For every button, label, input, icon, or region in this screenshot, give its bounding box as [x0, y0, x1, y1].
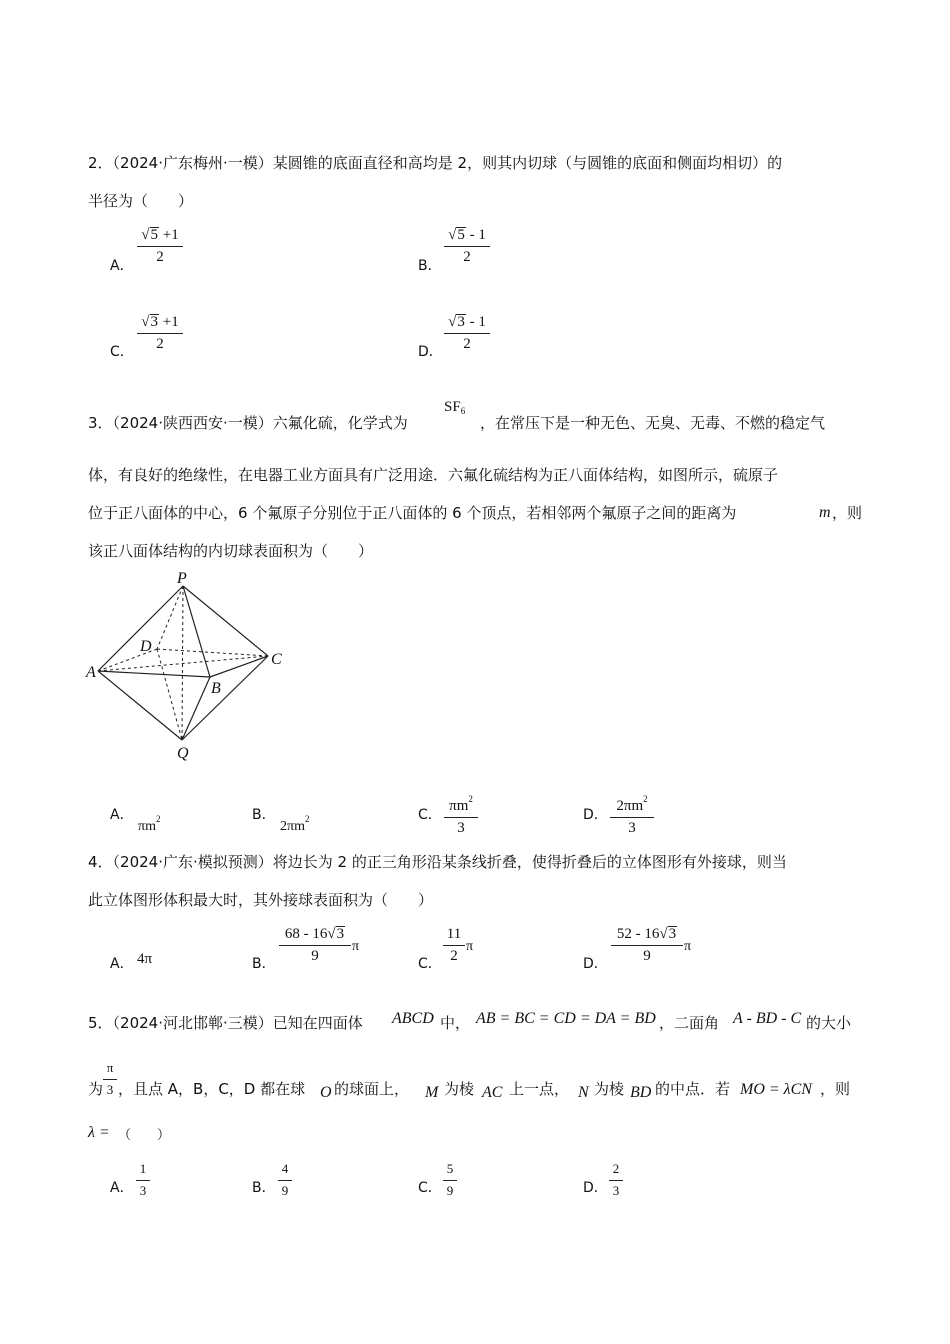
pi-symbol: π [466, 939, 474, 954]
fraction: $\frac{4}{9}$ [278, 1160, 292, 1200]
fraction: $\frac{11}{2}$ [443, 925, 465, 965]
q5-stem-line1c: ，二面角 [659, 1014, 720, 1032]
q3-stem-line3b: ，则 [832, 504, 863, 522]
vertex-label-c: C [271, 651, 282, 668]
option-value: $\pi m^2$ [138, 814, 161, 834]
edge-pb [183, 586, 210, 677]
q5-vector-equation: MO = λCN [740, 1081, 812, 1098]
q4-stem-line1: 4．（2024·广东·模拟预测）将边长为 2 的正三角形沿某条线折叠，使得折叠后的立体图形有外接球，则当 [88, 853, 787, 871]
octahedron-figure [80, 565, 300, 765]
vertex-label-q: Q [177, 745, 189, 762]
q5-stem-line2d: 上一点， [509, 1080, 570, 1098]
q3-stem-line3a: 位于正八面体的中心，6 个氟原子分别位于正八面体的 6 个顶点，若相邻两个氟原子之间的距离为 [88, 504, 737, 522]
q3-stem-line2: 体，有良好的绝缘性，在电器工业方面具有广泛用途．六氟化硫结构为正八面体结构，如图所示，硫原子 [88, 466, 779, 484]
q5-stem-line1a: 5．（2024·河北邯郸·三模）已知在四面体 [88, 1014, 363, 1032]
edge-ab [98, 671, 210, 677]
q3-stem-line4: 该正八面体结构的内切球表面积为（ ） [88, 542, 374, 560]
fraction: $\frac{5}{9}$ [443, 1160, 457, 1200]
q5-edge-bd: BD [630, 1084, 652, 1101]
fraction: $\frac{1}{3}$ [136, 1160, 150, 1200]
edge-pc [183, 586, 268, 656]
q5-stem-line2f: 的中点．若 [655, 1080, 731, 1098]
fraction: $\frac{√5 - 1}{2}$ [444, 226, 490, 266]
q2-stem-line1: 2．（2024·广东梅州·一模）某圆锥的底面直径和高均是 2，则其内切球（与圆锥的底面和侧面均相切）的 [88, 154, 783, 172]
fraction: $\frac{2\pi m^2}{3}$ [610, 790, 654, 837]
q5-dihedral-angle: A - BD - C [733, 1010, 802, 1027]
q3-var-m: m [819, 504, 831, 521]
edge-dc [157, 649, 268, 656]
q3-stem-line1a: 3．（2024·陕西西安·一模）六氟化硫，化学式为 [88, 414, 408, 432]
q5-stem-wei: 为 [88, 1080, 104, 1098]
pi-symbol: π [684, 939, 692, 954]
edge-cq [182, 656, 268, 740]
vertex-label-d: D [140, 638, 152, 655]
q5-stem-line2c: 为棱 [444, 1080, 475, 1098]
option-label: B． [418, 258, 442, 274]
q5-point-n: N [578, 1084, 589, 1101]
q2-stem-line2: 半径为（ ） [88, 192, 194, 210]
fraction: $\frac{68 - 16√3}{9}$ [279, 925, 351, 965]
q5-edge-ac: AC [482, 1084, 503, 1101]
option-label: D． [583, 807, 608, 823]
q5-stem-line2g: ，则 [820, 1080, 851, 1098]
vertex-label-b: B [211, 680, 221, 697]
fraction: $\frac{52 - 16√3}{9}$ [611, 925, 683, 965]
q5-tetrahedron: ABCD [392, 1010, 434, 1027]
vertex-label-p: P [177, 570, 187, 587]
option-label: D． [583, 956, 608, 972]
option-label: C． [418, 1180, 442, 1196]
pi-symbol: π [352, 939, 360, 954]
fraction: $\frac{2}{3}$ [609, 1160, 623, 1200]
q5-stem-line2e: 为棱 [594, 1080, 625, 1098]
q5-stem-line2b: 的球面上， [334, 1080, 410, 1098]
option-label: A． [110, 258, 134, 274]
option-value: 4π [137, 951, 153, 967]
edge-bq [182, 677, 210, 740]
option-label: B． [252, 1180, 276, 1196]
option-label: D． [583, 1180, 608, 1196]
option-label: C． [418, 807, 442, 823]
q5-stem-line1d: 的大小 [806, 1014, 852, 1032]
q5-stem-line1b: 中， [440, 1014, 471, 1032]
pi-over-3-fraction: $\frac{\pi}{3}$ [103, 1059, 117, 1099]
q5-point-m: M [425, 1084, 439, 1101]
q5-lambda: λ = [88, 1124, 110, 1141]
fraction: $\frac{√3 - 1}{2}$ [444, 313, 490, 353]
edge-pq [182, 586, 183, 740]
fraction: $\frac{\pi m^2}{3}$ [444, 790, 478, 837]
fraction: $\frac{√5 +1}{2}$ [137, 226, 183, 266]
option-label: A． [110, 1180, 134, 1196]
option-label: C． [418, 956, 442, 972]
edge-pd [157, 586, 183, 649]
vertex-label-a: A [86, 664, 96, 681]
edge-bc [210, 656, 268, 677]
option-label: C． [110, 344, 134, 360]
option-label: D． [418, 344, 443, 360]
q4-stem-line2: 此立体图形体积最大时，其外接球表面积为（ ） [88, 891, 434, 909]
fraction: $\frac{√3 +1}{2}$ [137, 313, 183, 353]
option-label: B． [252, 807, 276, 823]
q5-sphere-o: O [320, 1084, 332, 1101]
q5-answer-paren: （ ） [118, 1128, 171, 1143]
option-value: $2\pi m^2$ [280, 814, 310, 834]
q3-formula: $SF_6$ [444, 399, 466, 416]
q5-equation-edges: AB = BC = CD = DA = BD [476, 1010, 656, 1027]
q5-stem-line2a: ，且点 A，B，C，D 都在球 [118, 1080, 306, 1098]
edge-pa [98, 586, 183, 671]
edge-dq [157, 649, 182, 740]
option-label: A． [110, 956, 134, 972]
edge-aq [98, 671, 182, 740]
q3-stem-line1b: ，在常压下是一种无色、无臭、无毒、不燃的稳定气 [480, 414, 826, 432]
option-label: A． [110, 807, 134, 823]
option-label: B． [252, 956, 276, 972]
